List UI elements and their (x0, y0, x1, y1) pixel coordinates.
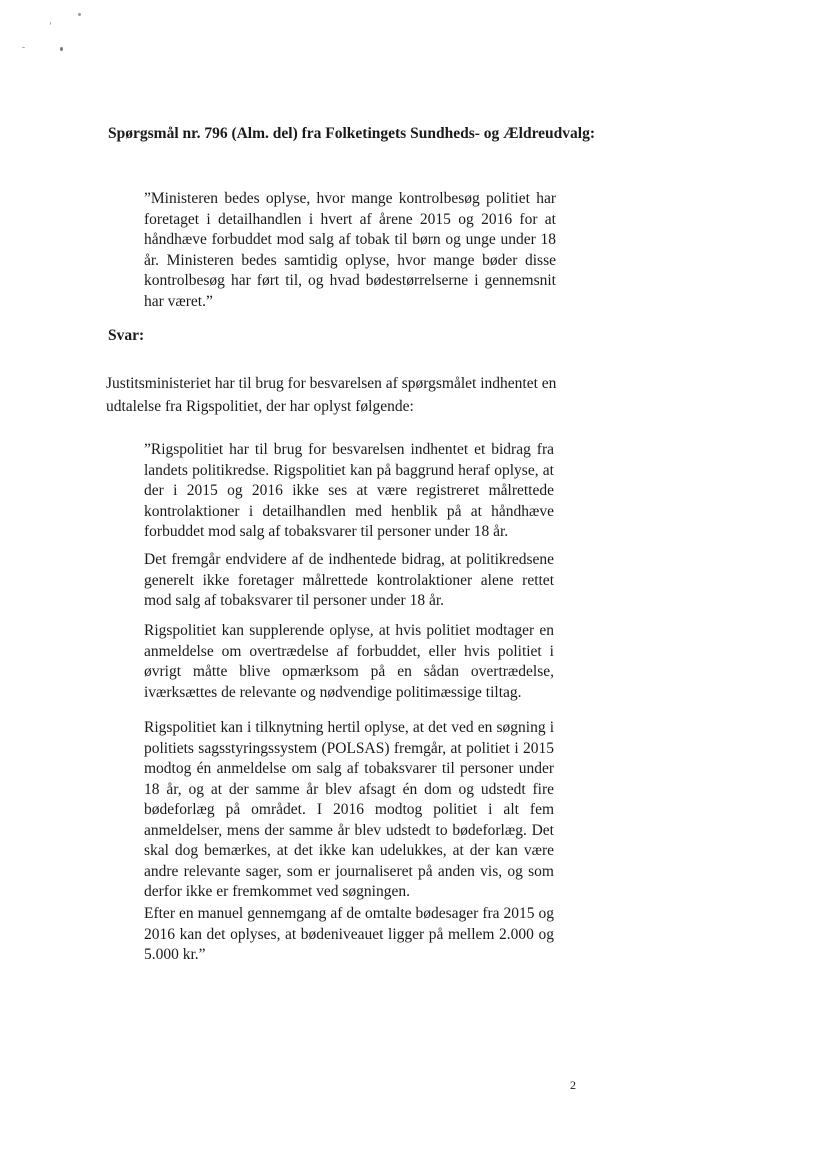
answer-paragraph: Efter en manuel gennemgang af de omtalte bødesager fra 2015 og 2016 kan det oplyses, at bødeniveauet ligger på mellem 2.000 og 5.000 kr.” (144, 905, 554, 963)
question-quote: ”Ministeren bedes oplyse, hvor mange kontrolbesøg politiet har foretaget i detailhandlen i hvert af årene 2015 og 2016 for at håndhæve forbuddet mod salg af tobak til børn og unge under 18 år. Ministeren bedes samtidig oplyse, hvor mange bøder disse kontrolbesøg har ført til, og hvad bødestørrelserne i gennemsnit har været.” (144, 190, 556, 310)
scan-speck (50, 22, 51, 25)
page-number: 2 (570, 1078, 576, 1092)
scan-speck (60, 47, 63, 51)
answer-paragraph: Rigspolitiet kan supplerende oplyse, at hvis politiet modtager en anmeldelse om overtrædelse af forbuddet, eller hvis politiet i øvrigt måtte blive opmærksom på en sådan overtrædelse, iværksættes de relevante og nødvendige politimæssige tiltag. (144, 622, 554, 701)
scan-speck (22, 47, 25, 48)
answer-paragraph: Rigspolitiet kan i tilknytning hertil oplyse, at det ved en søgning i politiets sagsstyringssystem (POLSAS) fremgår, at politiet i 2015 modtog én anmeldelse om salg af tobaksvarer til personer under 18 år, og at der samme år blev afsagt én dom og udstedt fire bødeforlæg på området. I 2016 modtog politiet i alt fem anmeldelser, mens der samme år blev udstedt to bødeforlæg. Det skal dog bemærkes, at det ikke kan udelukkes, at der kan være andre relevante sager, som er journaliseret på anden vis, og som derfor ikke er fremkommet ved søgningen. (144, 719, 554, 900)
answer-paragraph: ”Rigspolitiet har til brug for besvarelsen indhentet et bidrag fra landets politikredse. Rigspolitiet kan på baggrund heraf oplyse, at der i 2015 og 2016 ikke ses at være registreret målrettede kontrolaktioner i detailhandlen med henblik på at håndhæve forbuddet mod salg af tobaksvarer til personer under 18 år. (144, 441, 554, 540)
answer-paragraph: Det fremgår endvidere af de indhentede bidrag, at politikredsene generelt ikke foretager målrettede kontrolaktioner alene rettet mod salg af tobaksvarer til personer under 18 år. (144, 551, 554, 609)
answer-intro: Justitsministeriet har til brug for besvarelsen af spørgsmålet indhentet en udtalelse fra Rigspolitiet, der har oplyst følgende: (106, 375, 557, 415)
question-heading: Spørgsmål nr. 796 (Alm. del) fra Folketingets Sundheds- og Ældreudvalg: (108, 125, 596, 142)
scan-speck (78, 13, 81, 16)
answer-label: Svar: (108, 327, 145, 344)
